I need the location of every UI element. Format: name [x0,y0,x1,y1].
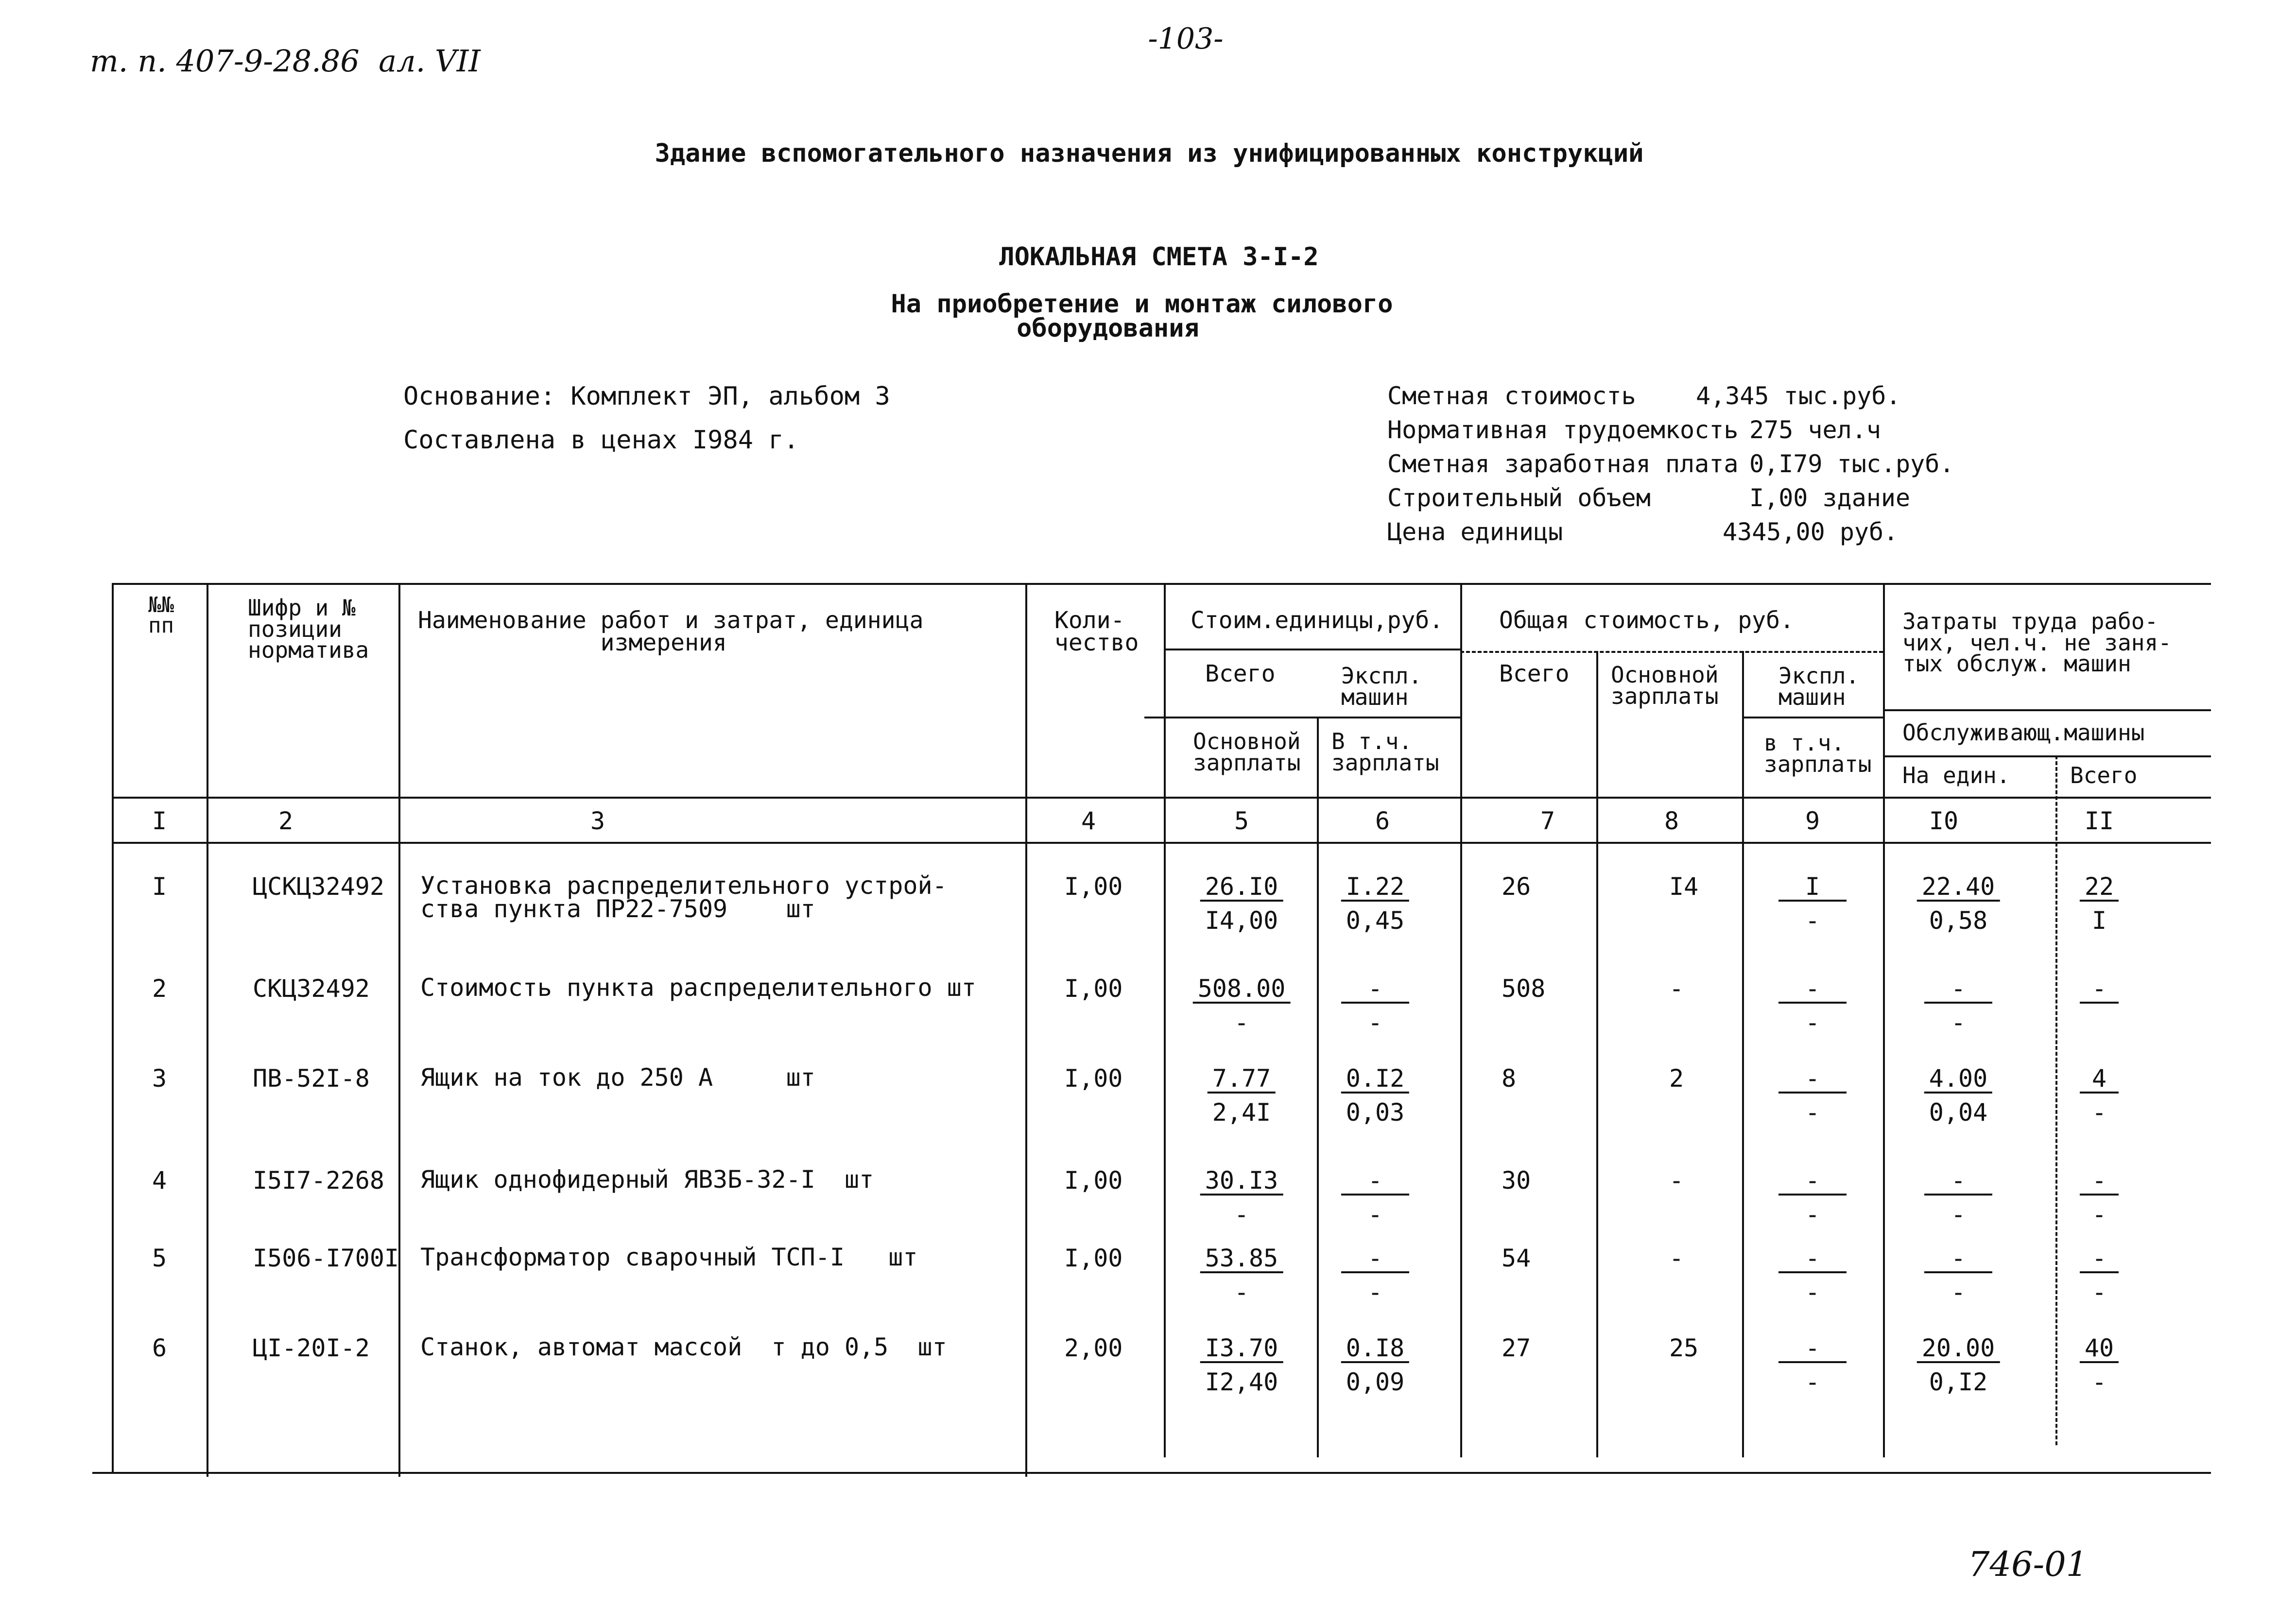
row-labor-total-top: 40 [2080,1336,2119,1363]
row-qty: I,00 [1064,1064,1123,1093]
row-total-machines-top: - [1778,1168,1847,1196]
row-labor-unit-top: 4.00 [1924,1066,1992,1093]
column-number: 9 [1805,807,1820,835]
row-total-machines-top: I [1778,874,1847,902]
row-unit-machines [1341,1246,1409,1304]
row-unit-machines-top: - [1341,1246,1409,1273]
row-total-machines-bottom: - [1805,1200,1820,1229]
column-number: 3 [590,807,605,835]
row-labor-unit-bottom: - [1951,1278,1966,1306]
column-number: I0 [1929,807,1959,835]
estimate-prices: Составлена в ценах I984 г. [403,426,799,455]
row-total-machines [1778,1246,1847,1304]
row-qty: 2,00 [1064,1334,1123,1362]
header-labor-unit: На един. [1902,762,2010,788]
row-total-machines [1778,1336,1847,1394]
column-number: I [152,807,167,835]
row-unit-cost [1208,1066,1276,1125]
row-unit-machines [1341,1066,1409,1125]
row-unit-machines-bottom: - [1367,1278,1383,1306]
estimate-title: ЛОКАЛЬНАЯ СМЕТА 3-I-2 [999,242,1319,272]
header-total-all: Всего [1499,660,1570,687]
estimate-basis: Основание: Комплект ЭП, альбом 3 [403,382,890,411]
summary-label: Строительный объем [1387,484,1651,512]
row-unit-cost-top: 53.85 [1200,1246,1283,1273]
row-name: Станок, автомат массой т до 0,5 шт [420,1333,947,1361]
row-labor-total-top: - [2080,1246,2119,1273]
row-total-machines-top: - [1778,1246,1847,1273]
column-number: 2 [278,807,293,835]
header-unit-incl-salary: В т.ч. зарплаты [1331,728,1439,776]
row-labor-unit-bottom: 0,04 [1929,1098,1988,1127]
row-labor-total-bottom: - [2091,1278,2107,1306]
row-unit-machines-bottom: 0,03 [1346,1098,1405,1127]
header-labor: Затраты труда рабо- чих, чел.ч. не заня- тых обслуж. машин [1902,608,2172,677]
row-unit-machines [1341,1168,1409,1227]
row-unit-machines [1341,976,1409,1035]
estimate-subtitle-1: На приобретение и монтаж силового [891,290,1393,319]
row-code: ЦСКЦ32492 [253,872,384,901]
row-qty: I,00 [1064,974,1123,1003]
row-total-cost: 54 [1502,1244,1531,1272]
row-total-machines [1778,874,1847,933]
row-unit-cost-top: 7.77 [1208,1066,1276,1093]
row-unit-machines-top: - [1341,976,1409,1004]
row-labor-total-top: 22 [2080,874,2119,902]
header-unit-machines: Экспл. машин [1341,663,1422,710]
row-unit-cost-top: 508.00 [1193,976,1291,1004]
header-total-base-salary: Основной зарплаты [1611,662,1719,709]
column-number: 7 [1540,807,1555,835]
row-code: I506-I700I [253,1244,399,1272]
row-labor-total-top: 4 [2080,1066,2119,1093]
row-labor-total-top: - [2080,976,2119,1004]
row-labor-unit [1924,1246,1992,1304]
row-labor-total-bottom: - [2091,1200,2107,1229]
header-unit-base-salary: Основной зарплаты [1193,728,1301,776]
row-unit-cost-bottom: I2,40 [1205,1368,1278,1396]
row-name: Ящик на ток до 250 А шт [420,1063,815,1092]
row-unit-machines [1341,1336,1409,1394]
row-num: 6 [152,1334,167,1362]
header-qty: Коли- чество [1054,607,1139,656]
row-total-machines-top: - [1778,976,1847,1004]
column-number: 4 [1081,807,1096,835]
estimate-subtitle-2: оборудования [1017,314,1199,343]
row-total-machines-bottom: - [1805,1008,1820,1037]
doc-reference: т. п. 407-9-28.86 ал. VII [90,43,481,79]
row-unit-cost [1200,1168,1283,1227]
summary-value: 275 чел.ч [1749,416,1881,444]
row-num: 3 [152,1064,167,1093]
row-labor-total [2080,1168,2119,1227]
row-code: ПВ-52I-8 [253,1064,370,1093]
summary-value: 4345,00 руб. [1723,518,1899,546]
row-total-machines-top: - [1778,1066,1847,1093]
row-labor-unit [1924,1168,1992,1227]
column-number: II [2084,807,2114,835]
header-code: Шифр и № позиции норматива [248,595,369,664]
row-unit-machines [1341,874,1409,933]
row-unit-cost [1200,1246,1283,1304]
row-labor-total [2080,1066,2119,1125]
row-total-cost: 30 [1502,1166,1531,1195]
row-code: СКЦ32492 [253,974,370,1003]
row-labor-total-top: - [2080,1168,2119,1196]
row-total-cost: 8 [1502,1064,1517,1093]
row-num: 4 [152,1166,167,1195]
row-unit-machines-top: - [1341,1168,1409,1196]
header-labor-servicing: Обслуживающ.машины [1902,719,2145,746]
row-unit-cost-bottom: 2,4I [1212,1098,1271,1127]
row-labor-unit-top: - [1924,976,1992,1004]
row-unit-cost [1193,976,1291,1035]
header-num: №№ пп [148,593,174,638]
row-labor-unit [1924,976,1992,1035]
summary-value: 4,345 тыс.руб. [1696,382,1901,410]
row-labor-unit [1917,874,2000,933]
row-unit-cost-bottom: - [1234,1008,1249,1037]
row-num: 5 [152,1244,167,1272]
row-labor-total [2080,1246,2119,1304]
header-total-incl-salary: в т.ч. зарплаты [1764,730,1872,777]
row-name: Трансформатор сварочный ТСП-I шт [420,1243,918,1271]
row-total-base-salary: - [1669,1166,1684,1195]
header-unit-cost: Стоим.единицы,руб. [1191,607,1444,634]
row-total-base-salary: 2 [1669,1064,1684,1093]
row-total-base-salary: - [1669,974,1684,1003]
row-code: ЦI-20I-2 [253,1334,370,1362]
archive-stamp: 746-01 [1968,1544,2088,1584]
row-unit-cost-top: I3.70 [1200,1336,1283,1363]
summary-label: Сметная стоимость [1387,382,1636,410]
row-total-base-salary: 25 [1669,1334,1699,1362]
row-labor-unit-bottom: - [1951,1008,1966,1037]
row-total-machines [1778,1066,1847,1125]
row-labor-total-bottom: I [2091,906,2107,935]
row-labor-unit [1917,1336,2000,1394]
row-unit-machines-top: 0.I8 [1341,1336,1409,1363]
row-labor-total-bottom: - [2091,1368,2107,1396]
row-unit-machines-bottom: - [1367,1200,1383,1229]
row-total-machines-bottom: - [1805,1098,1820,1127]
row-total-machines [1778,976,1847,1035]
row-unit-cost [1200,874,1283,933]
row-labor-unit-top: - [1924,1246,1992,1273]
header-labor-total: Всего [2070,762,2138,788]
row-total-cost: 508 [1502,974,1546,1003]
summary-value: I,00 здание [1749,484,1911,512]
row-labor-total [2080,1336,2119,1394]
row-total-machines-bottom: - [1805,1278,1820,1306]
row-total-machines-bottom: - [1805,1368,1820,1396]
row-unit-cost-bottom: - [1234,1200,1249,1229]
row-qty: I,00 [1064,872,1123,901]
row-unit-machines-bottom: - [1367,1008,1383,1037]
summary-label: Цена единицы [1387,518,1563,546]
header-name: Наименование работ и затрат, единица измерения [418,607,924,656]
row-num: I [152,872,167,901]
row-labor-unit-bottom: - [1951,1200,1966,1229]
row-labor-unit-bottom: 0,58 [1929,906,1988,935]
row-unit-machines-top: I.22 [1341,874,1409,902]
row-labor-unit [1924,1066,1992,1125]
row-code: I5I7-2268 [253,1166,384,1195]
row-total-machines-top: - [1778,1336,1847,1363]
row-labor-unit-top: 20.00 [1917,1336,2000,1363]
row-total-cost: 27 [1502,1334,1531,1362]
row-name: Установка распределительного устрой- ства пункта ПР22-7509 шт [420,871,947,923]
row-qty: I,00 [1064,1166,1123,1195]
row-unit-cost-bottom: I4,00 [1205,906,1278,935]
header-total-machines: Экспл. машин [1778,663,1860,710]
row-labor-unit-top: - [1924,1168,1992,1196]
column-number: 5 [1234,807,1249,835]
column-number: 6 [1375,807,1390,835]
row-unit-machines-bottom: 0,09 [1346,1368,1405,1396]
row-labor-unit-bottom: 0,I2 [1929,1368,1988,1396]
row-labor-total [2080,874,2119,933]
row-qty: I,00 [1064,1244,1123,1272]
row-unit-cost-bottom: - [1234,1278,1249,1306]
row-total-machines [1778,1168,1847,1227]
row-unit-cost [1200,1336,1283,1394]
row-total-machines-bottom: - [1805,906,1820,935]
column-number: 8 [1664,807,1679,835]
building-title: Здание вспомогательного назначения из унифицированных конструкций [655,139,1644,168]
header-unit-total: Всего [1205,660,1276,687]
row-labor-total [2080,976,2119,1010]
row-unit-cost-top: 26.I0 [1200,874,1283,902]
row-name: Стоимость пункта распределительного шт [420,974,976,1002]
row-labor-unit-top: 22.40 [1917,874,2000,902]
header-total-cost: Общая стоимость, руб. [1499,607,1794,634]
row-name: Ящик однофидерный ЯВЗБ-32-I шт [420,1165,874,1194]
summary-label: Сметная заработная плата [1387,450,1739,478]
row-unit-machines-top: 0.I2 [1341,1066,1409,1093]
row-unit-machines-bottom: 0,45 [1346,906,1405,935]
page-number: -103- [1148,22,1224,56]
summary-label: Нормативная трудоемкость [1387,416,1739,444]
row-total-base-salary: I4 [1669,872,1699,901]
summary-value: 0,I79 тыс.руб. [1749,450,1954,478]
row-total-cost: 26 [1502,872,1531,901]
row-labor-total-bottom: - [2091,1098,2107,1127]
row-total-base-salary: - [1669,1244,1684,1272]
row-unit-cost-top: 30.I3 [1200,1168,1283,1196]
row-num: 2 [152,974,167,1003]
